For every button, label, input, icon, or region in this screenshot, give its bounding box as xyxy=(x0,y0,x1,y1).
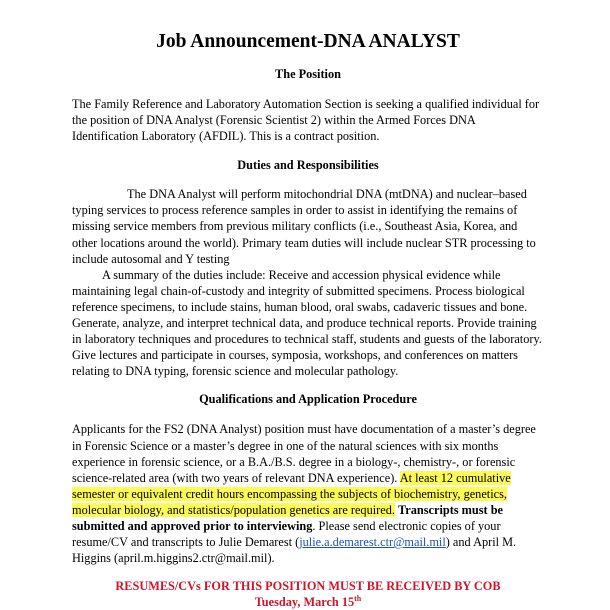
duties-heading: Duties and Responsibilities xyxy=(237,158,379,173)
deadline-line: RESUMES/CVs FOR THIS POSITION MUST BE RECEIVED BY COB xyxy=(115,579,501,594)
deadline-date-line xyxy=(72,595,544,610)
duties-summary-paragraph: A summary of the duties include: Receive and accession physical evidence while maintaining legal chain-of-custody and integrity of submitted specimens. Process biological reference specimens, to include stains, human blood, oral swabs, cadaveric tissues and bone. Generate, analyze, and interpret technical data, and produce technical reports. Provide training in laboratory techniques and procedures to technical staff, students and guests of the laboratory. Give lectures and participate in courses, symposia, workshops, and conferences on matters relating to DNA typing, forensic science and molecular pathology. xyxy=(72,267,542,379)
page-title: Job Announcement-DNA ANALYST xyxy=(156,31,460,52)
deadline-date: Tuesday, March 15 xyxy=(254,594,355,609)
email-link-julie[interactable]: julie.a.demarest.ctr@mail.mil xyxy=(299,535,446,550)
credit-hours-highlight: At least 12 cumulative semester or equivalent credit hours encompassing the subjects of biochemistry, genetics, molecular biology, and statistics/population genetics are required. xyxy=(72,470,511,517)
deadline-notice xyxy=(72,579,544,610)
transcripts-requirement: Transcripts must be submitted and approved prior to interviewing xyxy=(72,502,503,533)
email-april: april.m.higgins2.ctr@mail.mil xyxy=(118,551,268,566)
duties-paragraph: The DNA Analyst will perform mitochondrial DNA (mtDNA) and nuclear–based typing services to process reference samples in order to assist in identifying the remains of missing service members from previous military conflicts (i.e., Southeast Asia, Korea, and other locations around the world). Primary team duties will include nuclear STR processing to include autosomal and Y testing xyxy=(72,187,536,266)
send-instructions: . Please send electronic copies of your resume/CV and transcripts to Julie Demarest ( xyxy=(72,518,501,550)
qualifications-heading: Qualifications and Application Procedure xyxy=(199,392,417,407)
qualifications-intro: Applicants for the FS2 (DNA Analyst) position must have documentation of a master’s degree in Forensic Science or a master’s degree in one of the natural sciences with six months experience in forensic science, or a B.A./B.S. degree in a biology-, chemistry-, or forensic science-related area (with two years of relevant DNA experience). xyxy=(72,422,536,485)
and-text: ) and April M. Higgins ( xyxy=(72,535,517,566)
position-paragraph: The Family Reference and Laboratory Automation Section is seeking a qualified individual for the position of DNA Analyst (Forensic Scientist 2) within the Armed Forces DNA Identification Laboratory (AFDIL). This is a contract position. xyxy=(72,97,540,144)
deadline-date-suffix: th xyxy=(354,593,362,603)
qualifications-paragraph xyxy=(72,421,544,566)
position-heading: The Position xyxy=(275,67,341,81)
closing-text: ). xyxy=(267,551,275,566)
